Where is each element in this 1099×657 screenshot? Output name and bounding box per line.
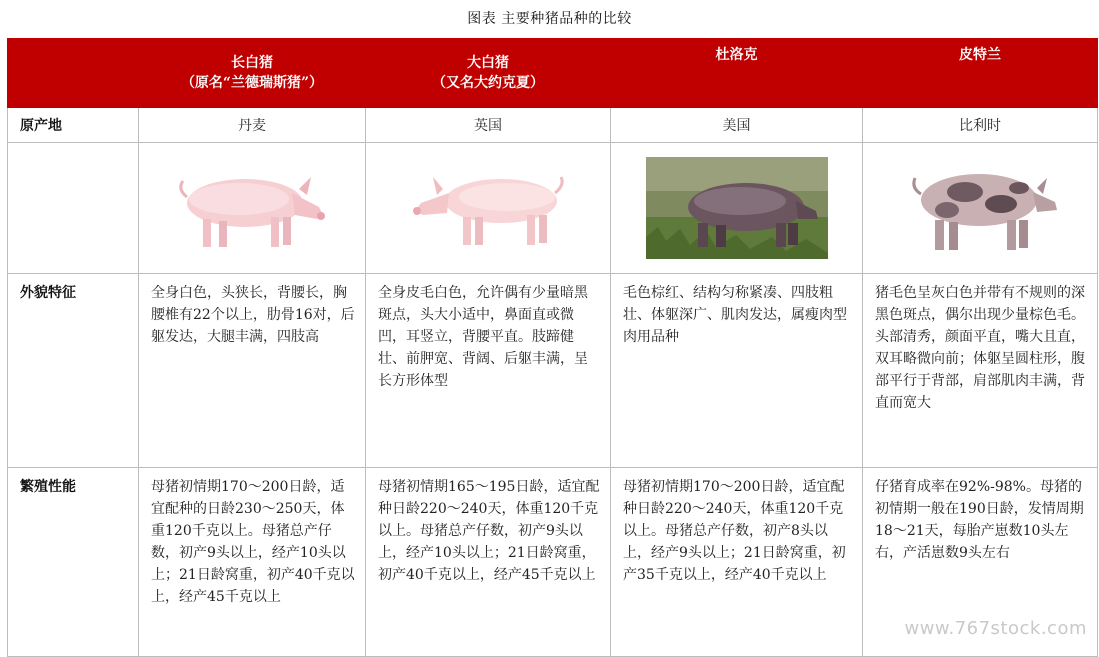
- breeding-cell: [611, 468, 863, 657]
- header-pietrain: [863, 39, 1098, 108]
- origin-cell: 比利时: [863, 108, 1098, 143]
- image-row-label: [8, 143, 139, 274]
- breeding-cell: [366, 468, 611, 657]
- breed-alias: （又名大约克夏）: [432, 75, 544, 91]
- breed-name: 杜洛克: [715, 47, 758, 63]
- header-corner: [8, 39, 139, 108]
- row-label-breeding: 繁殖性能: [8, 468, 139, 657]
- origin-cell: 英国: [366, 108, 611, 143]
- appearance-text: 全身皮毛白色，允许偶有少量暗黑斑点，头大小适中，鼻面直或微凹，耳竖立，背腰平直。肢蹄健壮、前胛宽、背阔、后躯丰满，呈长方形体型: [378, 285, 588, 389]
- appearance-row: [8, 274, 1098, 468]
- breed-comparison-table: [7, 38, 1098, 657]
- white-pig-icon: [403, 163, 573, 253]
- header-row: [8, 39, 1098, 108]
- figure-title: 图表 主要种猪品种的比较: [467, 11, 632, 27]
- image-cell-landrace: [139, 143, 366, 274]
- header-landrace: [139, 39, 366, 108]
- spotted-pig-icon: [895, 158, 1065, 258]
- white-pig-icon: [167, 163, 337, 253]
- appearance-cell: [611, 274, 863, 468]
- image-cell-duroc: [611, 143, 863, 274]
- origin-row: [8, 108, 1098, 143]
- watermark: www.767stock.com: [904, 618, 1087, 639]
- row-label-appearance: 外貌特征: [8, 274, 139, 468]
- appearance-cell: [863, 274, 1098, 468]
- breeding-text: 母猪初情期170～200日龄，适宜配种的日龄230～250天，体重120千克以上。母猪总产仔数，初产9头以上，经产10头以上；21日龄窝重，初产40千克以上，经产45千克以上: [151, 479, 355, 605]
- image-row: [8, 143, 1098, 274]
- breeding-text: 母猪初情期165～195日龄，适宜配种日龄220～240天，体重120千克以上。母猪总产仔数，初产9头以上，经产10头以上；21日龄窝重，初产40千克以上，经产45千克以上: [378, 479, 600, 583]
- header-duroc: [611, 39, 863, 108]
- image-cell-large-white: [366, 143, 611, 274]
- image-cell-pietrain: [863, 143, 1098, 274]
- origin-cell: 美国: [611, 108, 863, 143]
- appearance-cell: [139, 274, 366, 468]
- breeding-text: 仔猪育成率在92%-98%。母猪的初情期一般在190日龄，发情周期18～21天，每胎产崽数10头左右，产活崽数9头左右: [875, 479, 1084, 561]
- row-label-origin: 原产地: [8, 108, 139, 143]
- breeding-cell: [139, 468, 366, 657]
- breeding-text: 母猪初情期170～200日龄，适宜配种日龄220～240天，体重120千克以上。母猪总产仔数，初产8头以上，经产9头以上；21日龄窝重，初产35千克以上，经产40千克以上: [623, 479, 846, 583]
- breed-name: 长白猪: [231, 55, 273, 71]
- breed-alias: （原名“兰德瑞斯猪”）: [180, 75, 324, 91]
- appearance-text: 毛色棕红、结构匀称紧凑、四肢粗壮、体躯深广、肌肉发达，属瘦肉型肉用品种: [623, 285, 847, 345]
- brown-pig-photo: [646, 157, 828, 259]
- appearance-cell: [366, 274, 611, 468]
- breed-name: 大白猪: [467, 55, 509, 71]
- appearance-text: 全身白色，头狭长，背腰长，胸腰椎有22个以上，肋骨16对，后躯发达，大腿丰满，四肢高: [151, 285, 355, 345]
- header-large-white: [366, 39, 611, 108]
- appearance-text: 猪毛色呈灰白色并带有不规则的深黑色斑点，偶尔出现少量棕色毛。头部清秀，颜面平直，嘴大且直，双耳略微向前；体躯呈圆柱形，腹部平行于背部，肩部肌肉丰满，背直而宽大: [875, 285, 1085, 411]
- breed-name: 皮特兰: [959, 47, 1001, 63]
- origin-cell: 丹麦: [139, 108, 366, 143]
